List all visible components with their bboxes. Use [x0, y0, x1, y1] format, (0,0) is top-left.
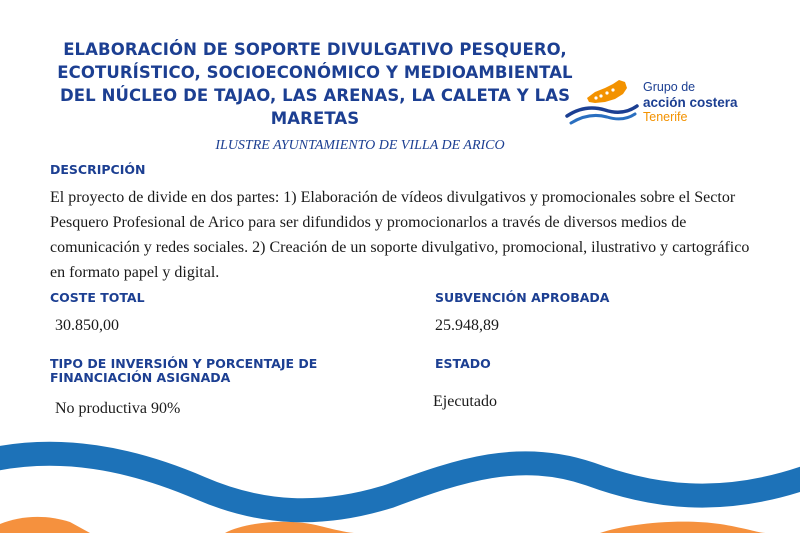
logo-line-1: Grupo de: [643, 80, 696, 94]
estado-label: ESTADO: [435, 356, 491, 371]
subvencion-label: SUBVENCIÓN APROBADA: [435, 290, 610, 305]
estado-value: Ejecutado: [433, 393, 497, 410]
decorative-waves: [0, 440, 800, 533]
page-title: ELABORACIÓN DE SOPORTE DIVULGATIVO PESQUERO, ECOTURÍSTICO, SOCIOECONÓMICO Y MEDIOAMBIENTAL DEL NÚCLEO DE TAJAO, LAS ARENAS, LA CALETA Y LAS MARETAS: [57, 40, 573, 128]
page-subtitle: ILUSTRE AYUNTAMIENTO DE VILLA DE ARICO: [215, 138, 505, 153]
tipo-inversion-label: TIPO DE INVERSIÓN Y PORCENTAJE DE FINANCIACIÓN ASIGNADA: [50, 356, 318, 385]
logo-line-2: acción costera: [643, 95, 738, 110]
gac-tenerife-logo: [565, 72, 755, 132]
coste-total-label: COSTE TOTAL: [50, 290, 145, 305]
descripcion-label: DESCRIPCIÓN: [50, 162, 146, 177]
descripcion-text: El proyecto de divide en dos partes: 1) Elaboración de vídeos divulgativos y promocionales sobre el Sector Pesquero Profesional de Arico para ser difundidos y promocionarlos a través de diversos medios de comunicación y redes sociales. 2) Creación de un soporte divulgativo, promocional, ilustrativo y cartográfico en formato papel y digital.: [50, 189, 750, 281]
coste-total-value: 30.850,00: [55, 317, 119, 334]
tenerife-island-icon: [565, 72, 643, 132]
subvencion-value: 25.948,89: [435, 317, 499, 334]
tipo-inversion-value: No productiva 90%: [55, 400, 181, 417]
logo-line-3: Tenerife: [643, 110, 688, 124]
